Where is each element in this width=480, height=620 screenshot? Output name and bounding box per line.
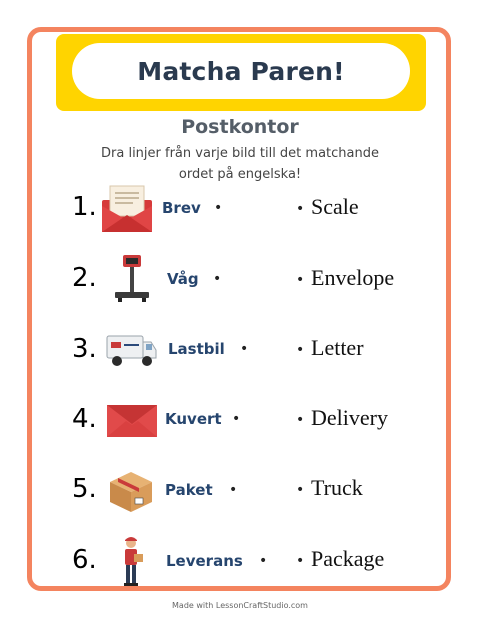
match-dot-left[interactable]: •	[232, 411, 241, 427]
page-title: Matcha Paren!	[137, 56, 345, 86]
item-number: 3.	[72, 334, 97, 364]
swedish-word: Paket	[165, 481, 213, 499]
instructions-line-2: ordet på engelska!	[178, 167, 302, 182]
instructions-line-1: Dra linjer från varje bild till det matchande	[101, 146, 379, 161]
match-dot-right[interactable]: •	[296, 342, 305, 358]
package-icon	[106, 468, 156, 514]
swedish-word: Leverans	[166, 552, 243, 570]
match-row-2	[0, 250, 480, 310]
match-dot-left[interactable]: •	[229, 482, 238, 498]
match-row-3	[0, 320, 480, 380]
match-dot-left[interactable]: •	[214, 200, 223, 216]
scale-icon	[112, 252, 152, 304]
mail-truck-icon	[106, 332, 158, 368]
match-dot-left[interactable]: •	[213, 271, 222, 287]
english-word: Delivery	[311, 405, 388, 430]
match-dot-right[interactable]: •	[296, 482, 305, 498]
english-word: Scale	[311, 194, 359, 219]
swedish-word: Brev	[162, 199, 201, 217]
match-dot-right[interactable]: •	[296, 272, 305, 288]
match-row-6	[0, 530, 480, 590]
title-pill	[72, 43, 410, 99]
english-word: Truck	[311, 475, 363, 500]
item-number: 1.	[72, 192, 97, 222]
english-word: Letter	[311, 335, 364, 360]
match-dot-right[interactable]: •	[296, 553, 305, 569]
swedish-word: Kuvert	[165, 410, 222, 428]
match-dot-left[interactable]: •	[240, 341, 249, 357]
letter-envelope-icon	[100, 182, 154, 234]
match-row-1	[0, 180, 480, 240]
swedish-word: Våg	[167, 270, 199, 288]
match-dot-right[interactable]: •	[296, 412, 305, 428]
delivery-person-icon	[118, 534, 146, 588]
instructions	[60, 143, 420, 185]
footer-credit: Made with LessonCraftStudio.com	[172, 601, 308, 610]
item-number: 5.	[72, 474, 97, 504]
english-word: Envelope	[311, 265, 395, 290]
subtitle: Postkontor	[181, 116, 299, 138]
swedish-word: Lastbil	[168, 340, 225, 358]
english-word: Package	[311, 546, 385, 571]
match-dot-left[interactable]: •	[259, 553, 268, 569]
match-row-4	[0, 390, 480, 450]
item-number: 6.	[72, 545, 97, 575]
match-row-5	[0, 460, 480, 520]
item-number: 2.	[72, 263, 97, 293]
match-dot-right[interactable]: •	[296, 201, 305, 217]
item-number: 4.	[72, 404, 97, 434]
envelope-icon	[106, 404, 158, 438]
